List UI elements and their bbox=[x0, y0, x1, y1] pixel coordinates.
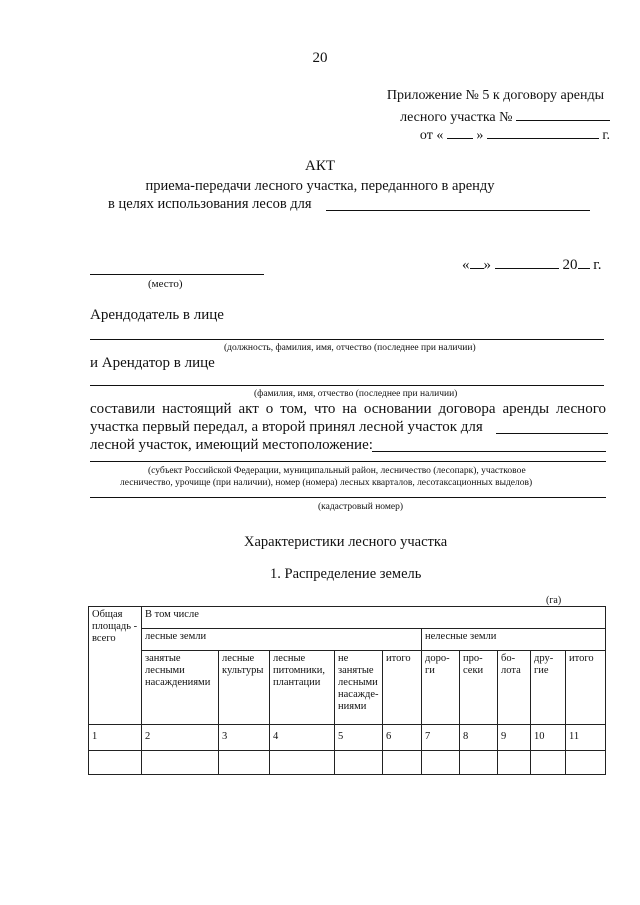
paragraph-line-3: лесной участок, имеющий местоположение: bbox=[90, 437, 373, 453]
column-header: доро-ги bbox=[422, 651, 460, 725]
appendix-day-blank[interactable] bbox=[447, 126, 473, 139]
appendix-month-blank[interactable] bbox=[487, 126, 599, 139]
location-blank-line[interactable] bbox=[90, 461, 606, 462]
total-area-header: Общая площадь - всего bbox=[89, 607, 142, 725]
table-cell[interactable] bbox=[498, 751, 531, 775]
place-blank[interactable] bbox=[90, 274, 264, 275]
cadastral-blank[interactable] bbox=[90, 497, 606, 498]
column-header: про-секи bbox=[460, 651, 498, 725]
document-title: АКТ bbox=[305, 158, 335, 174]
act-month-blank[interactable] bbox=[495, 256, 559, 269]
place-caption: (место) bbox=[148, 278, 183, 290]
contract-number-blank[interactable] bbox=[516, 108, 610, 121]
column-number: 3 bbox=[219, 725, 270, 751]
table-cell[interactable] bbox=[270, 751, 335, 775]
land-distribution-table bbox=[88, 606, 606, 775]
table-cell[interactable] bbox=[142, 751, 219, 775]
column-number: 5 bbox=[335, 725, 383, 751]
date-open-quote: от « bbox=[419, 128, 444, 143]
column-header: бо-лота bbox=[498, 651, 531, 725]
table-cell[interactable] bbox=[566, 751, 606, 775]
table-cell[interactable] bbox=[531, 751, 566, 775]
act-date-open-quote: « bbox=[462, 257, 470, 273]
column-header: итого bbox=[383, 651, 422, 725]
column-header: лесные питомники, плантации bbox=[270, 651, 335, 725]
characteristics-title: Характеристики лесного участка bbox=[244, 534, 448, 550]
act-day-blank[interactable] bbox=[470, 256, 484, 269]
location-blank-inline[interactable] bbox=[372, 451, 606, 452]
lessor-caption: (должность, фамилия, имя, отчество (последнее при наличии) bbox=[224, 343, 476, 353]
paragraph-line-2: участка первый передал, а второй принял лесной участок для bbox=[90, 419, 483, 435]
column-number: 1 bbox=[89, 725, 142, 751]
section-title: 1. Распределение земель bbox=[270, 566, 422, 582]
page-number: 20 bbox=[312, 50, 328, 66]
forest-lands-header: лесные земли bbox=[142, 629, 422, 651]
lessor-blank[interactable] bbox=[90, 339, 604, 340]
purpose-blank[interactable] bbox=[326, 210, 590, 211]
act-year-prefix: 20 bbox=[562, 257, 578, 273]
act-year-suffix: г. bbox=[593, 257, 602, 273]
column-header: дру-гие bbox=[531, 651, 566, 725]
paragraph-line-1: составили настоящий акт о том, что на основании договора аренды лесного bbox=[90, 401, 606, 417]
table-cell[interactable] bbox=[335, 751, 383, 775]
column-number: 6 bbox=[383, 725, 422, 751]
act-date bbox=[462, 256, 601, 274]
column-number: 11 bbox=[566, 725, 606, 751]
act-date-close-quote: » bbox=[483, 257, 491, 273]
appendix-line-1: Приложение № 5 к договору аренды bbox=[386, 88, 604, 103]
column-header: итого bbox=[566, 651, 606, 725]
column-number: 10 bbox=[531, 725, 566, 751]
table-cell[interactable] bbox=[219, 751, 270, 775]
column-number: 2 bbox=[142, 725, 219, 751]
column-number: 9 bbox=[498, 725, 531, 751]
purpose-label: в целях использования лесов для bbox=[108, 196, 312, 212]
location-caption-2: лесничество, урочище (при наличии), номер (номера) лесных кварталов, лесотаксационных выделов) bbox=[120, 478, 533, 488]
date-close-quote: » bbox=[476, 128, 484, 143]
lessee-blank[interactable] bbox=[90, 385, 604, 386]
appendix-line-2 bbox=[400, 108, 610, 126]
column-number: 4 bbox=[270, 725, 335, 751]
use-purpose-blank[interactable] bbox=[496, 433, 608, 434]
table-cell[interactable] bbox=[460, 751, 498, 775]
unit-label: (га) bbox=[546, 595, 562, 606]
column-header: занятые лесными насаждениями bbox=[142, 651, 219, 725]
table-cell[interactable] bbox=[89, 751, 142, 775]
appendix-line-3 bbox=[420, 126, 610, 144]
column-number: 8 bbox=[460, 725, 498, 751]
document-subtitle: приема-передачи лесного участка, переданного в аренду bbox=[145, 178, 495, 194]
nonforest-lands-header: нелесные земли bbox=[422, 629, 606, 651]
table-cell[interactable] bbox=[422, 751, 460, 775]
lessor-label: Арендодатель в лице bbox=[90, 307, 224, 323]
appendix-contract-label: лесного участка № bbox=[400, 110, 513, 125]
cadastral-caption: (кадастровый номер) bbox=[318, 502, 404, 512]
lessee-label: и Арендатор в лице bbox=[90, 355, 215, 371]
location-caption-1: (субъект Российской Федерации, муниципальный район, лесничество (лесопарк), участковое bbox=[148, 466, 526, 476]
lessee-caption: (фамилия, имя, отчество (последнее при наличии) bbox=[254, 389, 458, 399]
column-number: 7 bbox=[422, 725, 460, 751]
column-header: лесные культуры bbox=[219, 651, 270, 725]
act-year-blank[interactable] bbox=[578, 256, 590, 269]
appendix-year-suffix: г. bbox=[602, 128, 610, 143]
column-header: не занятые лесными насажде-ниями bbox=[335, 651, 383, 725]
including-header: В том числе bbox=[142, 607, 606, 629]
table-cell[interactable] bbox=[383, 751, 422, 775]
